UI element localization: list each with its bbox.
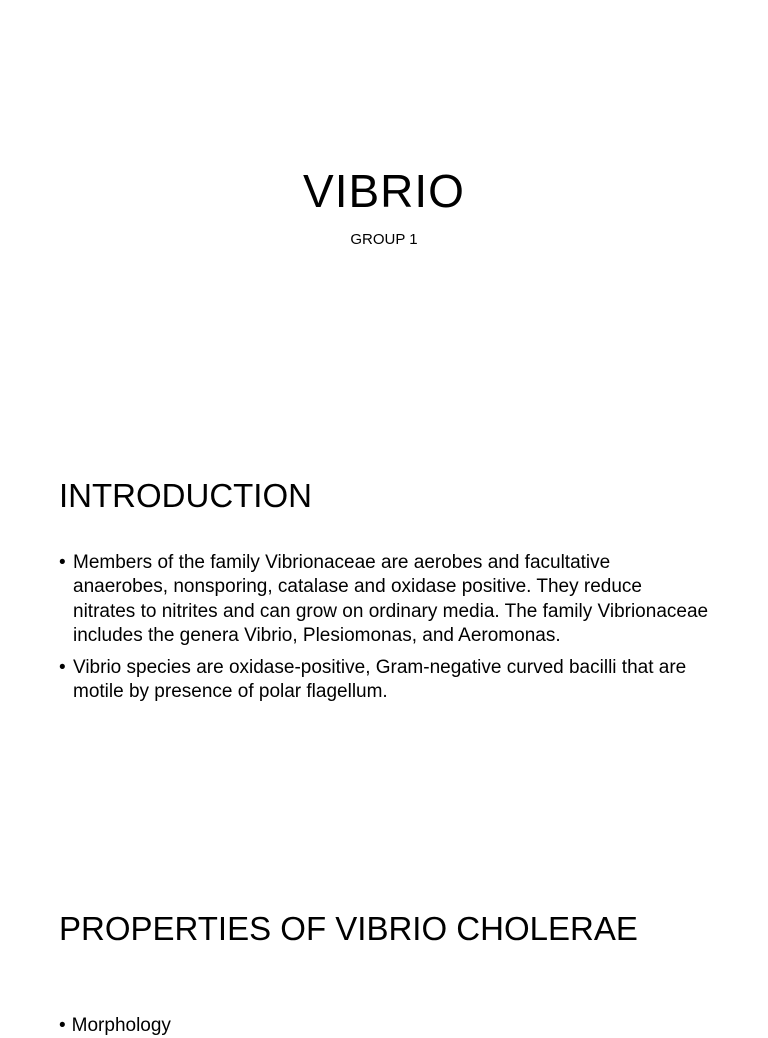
introduction-bullet-list xyxy=(59,551,709,711)
list-item xyxy=(59,551,709,649)
bullet-icon: • xyxy=(59,656,66,678)
properties-slide xyxy=(0,864,768,1036)
slide-title: VIBRIO xyxy=(303,165,465,217)
bullet-text: Members of the family Vibrionaceae are aerobes and facultative anaerobes, nonsporing, catalase and oxidase positive. They reduce nitrates to nitrites and can grow on ordinary media. The family Vibrionaceae includes the genera Vibrio, Plesiomonas, and Aeromonas. xyxy=(73,552,709,647)
bullet-icon: • xyxy=(59,552,66,573)
title-slide xyxy=(0,0,768,432)
list-item xyxy=(59,656,709,705)
introduction-slide xyxy=(0,432,768,864)
list-item xyxy=(59,1014,171,1038)
bullet-text: Morphology xyxy=(71,1015,171,1036)
slide-subtitle: GROUP 1 xyxy=(350,231,418,248)
introduction-heading: INTRODUCTION xyxy=(59,477,312,514)
bullet-text: Vibrio species are oxidase-positive, Gram-negative curved bacilli that are motile by presence of polar flagellum. xyxy=(73,656,687,703)
bullet-icon: • xyxy=(59,1015,66,1036)
properties-heading: PROPERTIES OF VIBRIO CHOLERAE xyxy=(59,910,638,947)
